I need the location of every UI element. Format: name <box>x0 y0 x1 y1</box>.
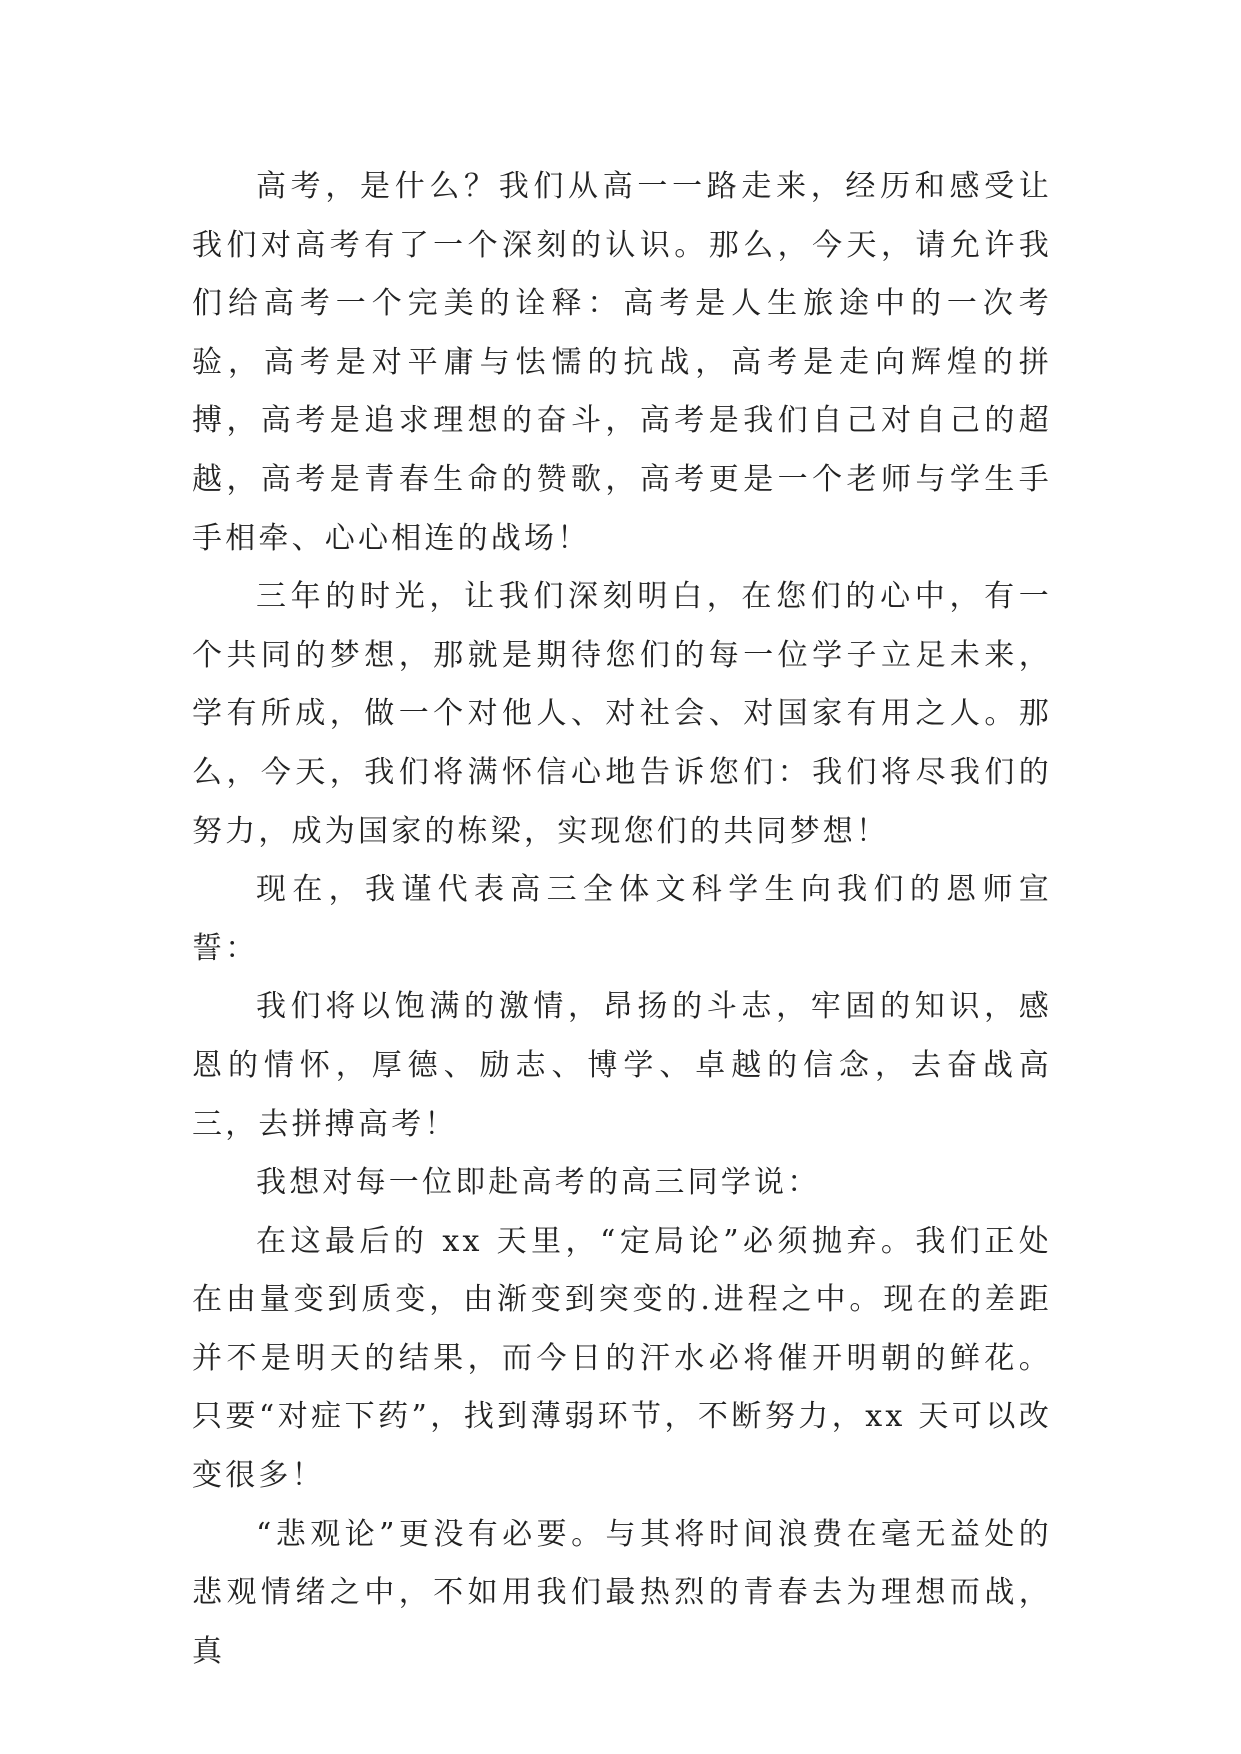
paragraph-final-days: 在这最后的 xx 天里，“定局论”必须抛弃。我们正处在由量变到质变，由渐变到突变的.进程之中。现在的差距并不是明天的结果，而今日的汗水必将催开明朝的鲜花。只要“对症下药”，找到薄弱环节，不断努力，xx 天可以改变很多！ <box>192 1223 1052 1494</box>
paragraph-no-pessimism: “悲观论”更没有必要。与其将时间浪费在毫无益处的悲观情绪之中，不如用我们最热烈的青春去为理想而战，真 <box>192 1516 1052 1669</box>
paragraph-gaokao-definition: 高考，是什么？我们从高一一路走来，经历和感受让我们对高考有了一个深刻的认识。那么，今天，请允许我们给高考一个完美的诠释：高考是人生旅途中的一次考验，高考是对平庸与怯懦的抗战，高考是走向辉煌的拼搏，高考是追求理想的奋斗，高考是我们自己对自己的超越，高考是青春生命的赞歌，高考更是一个老师与学生手手相牵、心心相连的战场！ <box>192 169 1052 556</box>
paragraph-address-classmates: 我想对每一位即赴高考的高三同学说： <box>256 1165 821 1201</box>
paragraph-oath-intro: 现在，我谨代表高三全体文科学生向我们的恩师宣誓： <box>192 872 1052 966</box>
paragraph-three-years: 三年的时光，让我们深刻明白，在您们的心中，有一个共同的梦想，那就是期待您们的每一位学子立足未来，学有所成，做一个对他人、对社会、对国家有用之人。那么，今天，我们将满怀信心地告诉您们：我们将尽我们的努力，成为国家的栋梁，实现您们的共同梦想！ <box>192 579 1052 849</box>
document-body <box>192 158 1052 1681</box>
paragraph-oath: 我们将以饱满的激情，昂扬的斗志，牢固的知识，感恩的情怀，厚德、励志、博学、卓越的信念，去奋战高三，去拼搏高考！ <box>192 989 1052 1142</box>
